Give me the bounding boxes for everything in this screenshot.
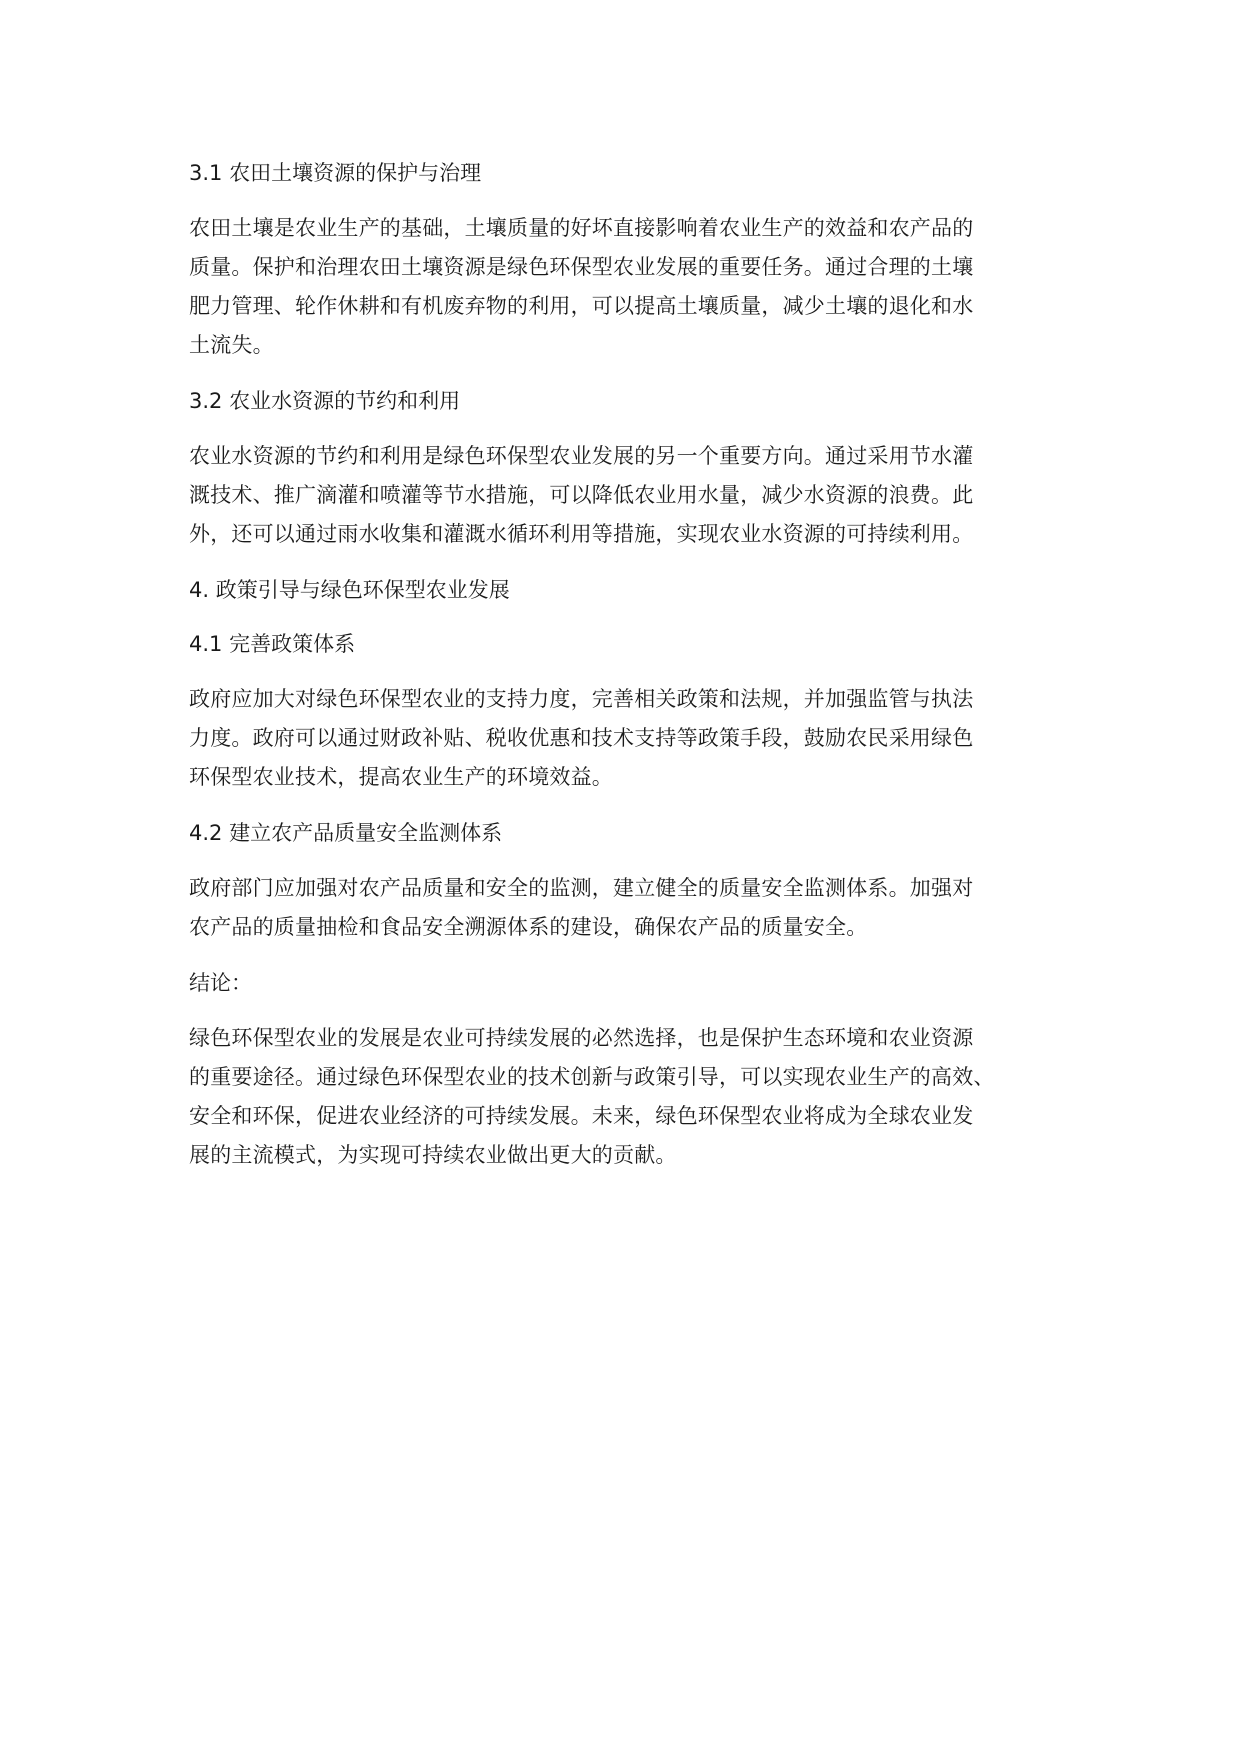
section-heading-4-2: 4.2 建立农产品质量安全监测体系 <box>189 821 503 845</box>
paragraph-line: 政府部门应加强对农产品质量和安全的监测，建立健全的质量安全监测体系。加强对 <box>189 876 974 900</box>
paragraph-line: 肥力管理、轮作休耕和有机废弃物的利用，可以提高土壤质量，减少土壤的退化和水 <box>189 294 974 318</box>
paragraph-monitoring <box>189 869 1049 947</box>
paragraph-line: 安全和环保，促进农业经济的可持续发展。未来，绿色环保型农业将成为全球农业发 <box>189 1104 974 1128</box>
paragraph-line: 土流失。 <box>189 333 274 357</box>
paragraph-line: 政府应加大对绿色环保型农业的支持力度，完善相关政策和法规，并加强监管与执法 <box>189 687 974 711</box>
paragraph-water <box>189 437 1049 554</box>
paragraph-line: 环保型农业技术，提高农业生产的环境效益。 <box>189 765 613 789</box>
section-heading-3-1: 3.1 农田土壤资源的保护与治理 <box>189 161 482 185</box>
section-heading-4: 4. 政策引导与绿色环保型农业发展 <box>189 578 510 602</box>
paragraph-line: 展的主流模式，为实现可持续农业做出更大的贡献。 <box>189 1143 677 1167</box>
paragraph-policy <box>189 680 1049 797</box>
paragraph-line: 绿色环保型农业的发展是农业可持续发展的必然选择，也是保护生态环境和农业资源 <box>189 1026 974 1050</box>
paragraph-line: 农产品的质量抽检和食品安全溯源体系的建设，确保农产品的质量安全。 <box>189 915 868 939</box>
section-heading-3-2: 3.2 农业水资源的节约和利用 <box>189 389 461 413</box>
paragraph-conclusion <box>189 1019 1049 1175</box>
paragraph-line: 力度。政府可以通过财政补贴、税收优惠和技术支持等政策手段，鼓励农民采用绿色 <box>189 726 974 750</box>
conclusion-heading: 结论： <box>189 971 252 995</box>
paragraph-line: 质量。保护和治理农田土壤资源是绿色环保型农业发展的重要任务。通过合理的土壤 <box>189 255 974 279</box>
paragraph-soil <box>189 209 1049 365</box>
document-body <box>189 155 1069 1175</box>
paragraph-line: 农田土壤是农业生产的基础，土壤质量的好坏直接影响着农业生产的效益和农产品的 <box>189 216 974 240</box>
section-heading-4-1: 4.1 完善政策体系 <box>189 632 356 656</box>
paragraph-line: 溉技术、推广滴灌和喷灌等节水措施，可以降低农业用水量，减少水资源的浪费。此 <box>189 483 974 507</box>
paragraph-line: 外，还可以通过雨水收集和灌溉水循环利用等措施，实现农业水资源的可持续利用。 <box>189 522 974 546</box>
paragraph-line: 农业水资源的节约和利用是绿色环保型农业发展的另一个重要方向。通过采用节水灌 <box>189 444 974 468</box>
paragraph-line: 的重要途径。通过绿色环保型农业的技术创新与政策引导，可以实现农业生产的高效、 <box>189 1065 995 1089</box>
